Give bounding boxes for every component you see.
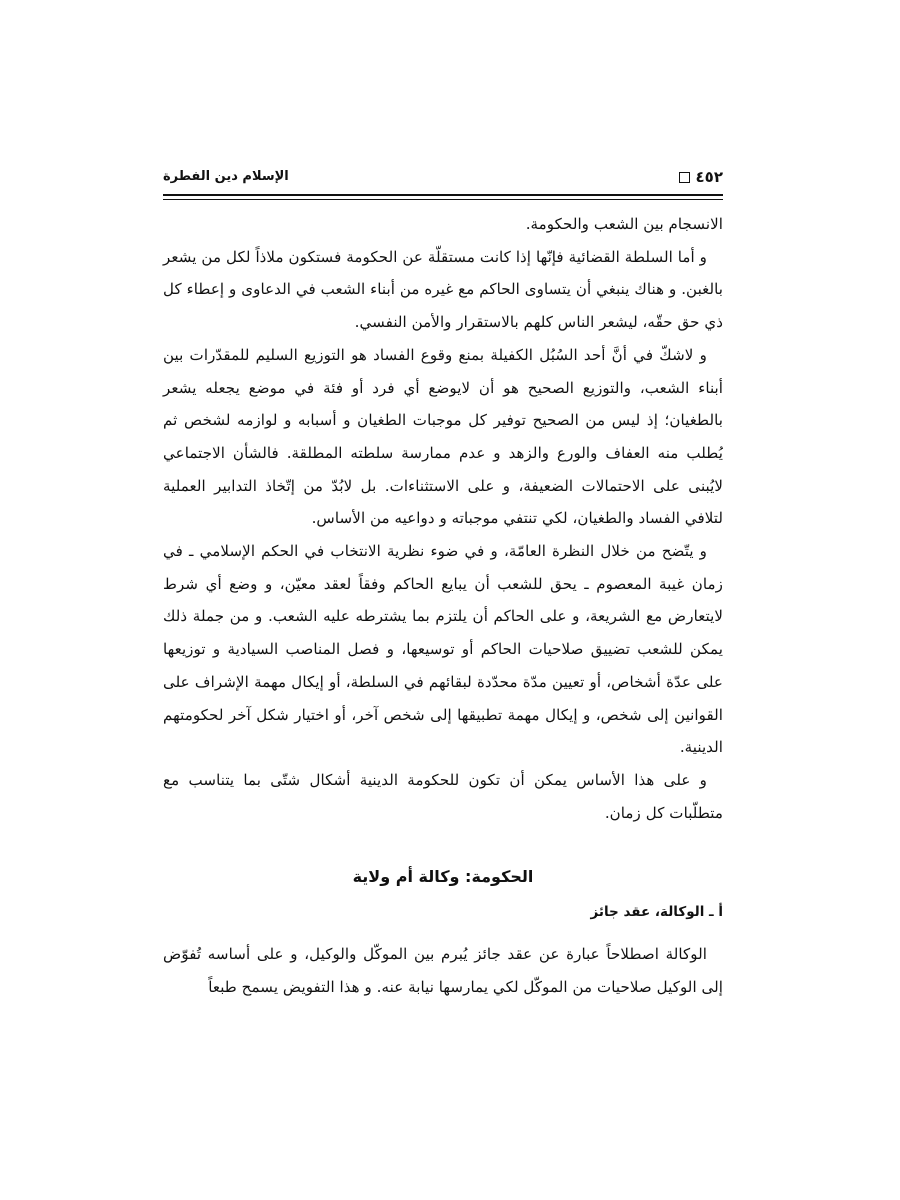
book-title: الإسلام دين الفطرة <box>163 169 289 184</box>
paragraph-5: و على هذا الأساس يمكن أن تكون للحكومة الدينية أشكال شتّى بما يتناسب مع متطلّبات كل زمان. <box>163 770 723 822</box>
square-bullet-icon <box>679 172 690 183</box>
running-header <box>163 160 723 192</box>
paragraph-final: الوكالة اصطلاحاً عبارة عن عقد جائز يُبرم بين الموكّل والوكيل، و على أساسه تُفوّض إلى الوكيل صلاحيات من الموكّل لكي يمارسها نيابة عنه. و هذا التفويض يسمح طبعاً <box>163 945 723 997</box>
final-body-text <box>163 938 723 1003</box>
sub-heading: أ ـ الوكالة، عقد جائز <box>590 904 723 921</box>
paragraph-2: و أما السلطة القضائية فإنّها إذا كانت مستقلّة عن الحكومة فستكون ملاذاً لكل من يشعر بالغبن. و هناك ينبغي أن يتساوى الحاكم مع غيره من أبناء الشعب في الدعاوى و إعطاء كل ذي حق حقّه، ليشعر الناس كلهم بالاستقرار والأمن النفسي. <box>163 247 723 332</box>
paragraph-3: و لاشكّ في أنَّ أحد السُبُل الكفيلة بمنع وقوع الفساد هو التوزيع السليم للمقدّرات بين أبناء الشعب، والتوزيع الصحيح هو أن لايوضع أي فرد أو فئة في موضع يجعله يشعر بالطغيان؛ إذ ليس من الصحيح توفير كل موجبات الطغيان و أسبابه و لوازمه لشخص ثم يُطلب منه العفاف والورع والزهد و عدم ممارسة سلطته المطلقة. فالشأن الاجتماعي لايُبنى على الاحتمالات الضعيفة، و على الاستثناءات. بل لابُدّ من إتّخاذ التدابير العملية لتلافي الفساد والطغيان، لكي تنتفي موجباته و دواعيه من الأساس. <box>163 345 723 528</box>
page-number: ٤٥٢ <box>695 168 723 186</box>
section-heading: الحكومة: وكالة أم ولاية <box>352 867 534 887</box>
page-number-group <box>679 168 723 186</box>
header-divider <box>163 194 723 200</box>
body-text <box>163 208 723 829</box>
book-page <box>163 160 723 1004</box>
paragraph-1: الانسجام بين الشعب والحكومة. <box>525 215 723 233</box>
paragraph-4: و يتّضح من خلال النظرة العامّة، و في ضوء نظرية الانتخاب في الحكم الإسلامي ـ في زمان غيبة المعصوم ـ يحق للشعب أن يبايع الحاكم وفقاً لعقد معيّن، و وضع أي شرط لايتعارض مع الشريعة، و على الحاكم أن يلتزم بما يشترطه عليه الشعب. و من جملة ذلك يمكن للشعب تضييق صلاحيات الحاكم أو توسيعها، و فصل المناصب السيادية و توزيعها على عدّة أشخاص، أو تعيين مدّة محدّدة لبقائهم في السلطة، أو إيكال مهمة الإشراف على القوانين إلى شخص، و إيكال مهمة تطبيقها إلى شخص آخر، أو اختيار شكل آخر لحكومتهم الدينية. <box>163 542 723 757</box>
